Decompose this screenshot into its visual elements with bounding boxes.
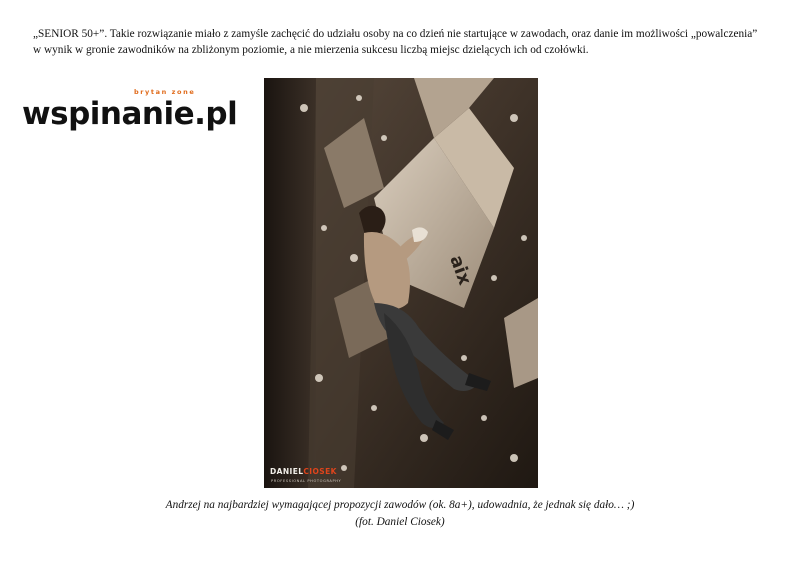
logo-tagline: brytan zone bbox=[134, 88, 196, 96]
climbing-photo bbox=[264, 78, 538, 488]
paragraph-line: w wynik w gronie zawodników na zbliżonym poziomie, a nie mierzenia sukcesu liczbą miejsc dzielących ich od czołówki. bbox=[33, 44, 589, 56]
paragraph-line: „SENIOR 50+”. Takie rozwiązanie miało z zamyśle zachęcić do udziału osoby na co dzień nie startujące w zawodach, oraz danie im możliwości „powalczenia” bbox=[33, 28, 758, 40]
watermark-subtitle: PROFESSIONAL PHOTOGRAPHY bbox=[271, 479, 342, 483]
article-paragraph bbox=[33, 26, 773, 58]
logo-wordmark: wspinanie.pl bbox=[22, 96, 238, 132]
hold-brand-text: aix bbox=[445, 252, 476, 288]
photographer-watermark bbox=[270, 467, 337, 476]
wspinanie-logo bbox=[22, 88, 248, 132]
photo-credit: (fot. Daniel Ciosek) bbox=[355, 516, 445, 528]
photo-caption: Andrzej na najbardziej wymagającej propozycji zawodów (ok. 8a+), udowadnia, że jednak się dało… ;) bbox=[165, 499, 635, 511]
watermark-first: DANIEL bbox=[270, 467, 304, 476]
watermark-last: CIOSEK bbox=[303, 467, 337, 476]
climbing-wall-illustration bbox=[264, 78, 538, 488]
